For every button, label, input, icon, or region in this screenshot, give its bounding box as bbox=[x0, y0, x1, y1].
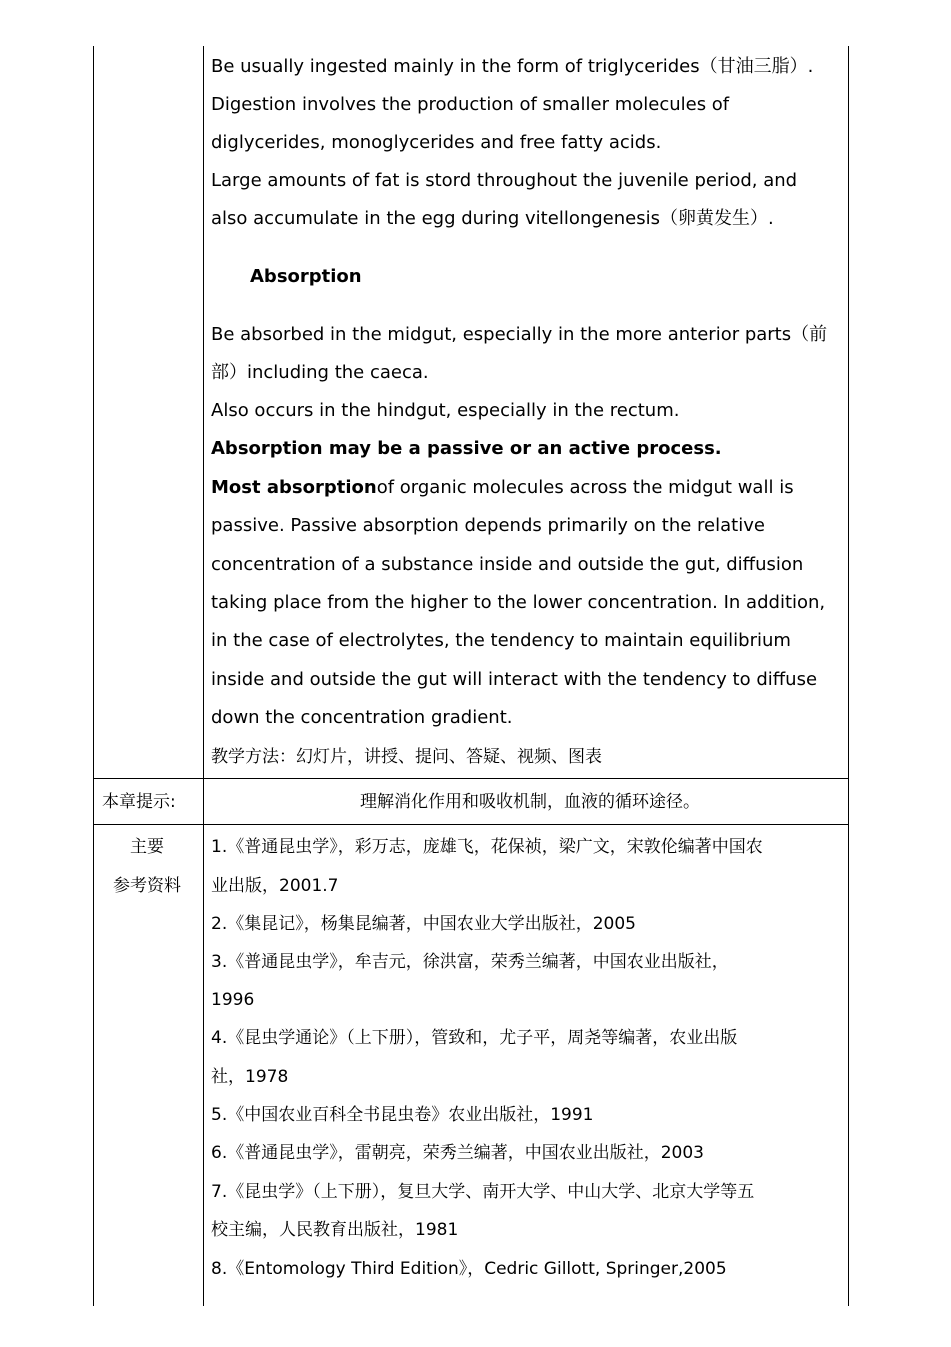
reference-line: 2.《集昆记》，杨集昆编著，中国农业大学出版社，2005 bbox=[211, 914, 636, 934]
table-left-border bbox=[93, 46, 94, 1306]
hint-label: 本章提示: bbox=[102, 792, 176, 812]
reference-line: 业出版，2001.7 bbox=[211, 876, 339, 896]
text-line: passive. Passive absorption depends primarily on the relative bbox=[211, 515, 765, 536]
table-column-divider bbox=[203, 46, 204, 1306]
text-line: Be usually ingested mainly in the form of triglycerides（甘油三脂）. bbox=[211, 56, 814, 77]
refs-label-line2: 参考资料 bbox=[113, 876, 181, 896]
text-line: Large amounts of fat is stord throughout the juvenile period, and bbox=[211, 170, 798, 191]
reference-line: 社，1978 bbox=[211, 1067, 289, 1087]
reference-line: 8.《Entomology Third Edition》，Cedric Gillott, Springer,2005 bbox=[211, 1259, 727, 1279]
reference-line: 校主编，人民教育出版社，1981 bbox=[211, 1220, 459, 1240]
reference-line: 4.《昆虫学通论》（上下册），管致和，尤子平，周尧等编著，农业出版 bbox=[211, 1028, 738, 1048]
bold-phrase: Most absorption bbox=[211, 477, 377, 498]
table-row-divider bbox=[93, 778, 849, 779]
reference-line: 5.《中国农业百科全书昆虫卷》农业出版社，1991 bbox=[211, 1105, 594, 1125]
text-line: inside and outside the gut will interact with the tendency to diffuse bbox=[211, 669, 818, 690]
text-line: concentration of a substance inside and outside the gut, diffusion bbox=[211, 554, 804, 575]
text-line-mixed bbox=[211, 476, 794, 500]
text-line: down the concentration gradient. bbox=[211, 707, 513, 728]
reference-line: 1996 bbox=[211, 990, 255, 1010]
table-row-divider bbox=[93, 824, 849, 825]
text-line: in the case of electrolytes, the tendency to maintain equilibrium bbox=[211, 630, 791, 651]
reference-line: 7.《昆虫学》（上下册），复旦大学、南开大学、中山大学、北京大学等五 bbox=[211, 1182, 755, 1202]
teaching-method: 教学方法：幻灯片，讲授、提问、答疑、视频、图表 bbox=[211, 747, 602, 767]
section-heading: Absorption bbox=[250, 266, 362, 287]
text-line: 部）including the caeca. bbox=[211, 362, 429, 383]
text-line: Be absorbed in the midgut, especially in the more anterior parts（前 bbox=[211, 324, 828, 345]
text-line: also accumulate in the egg during vitellongenesis（卵黄发生）. bbox=[211, 208, 774, 229]
text-phrase: of organic molecules across the midgut wall is bbox=[376, 477, 794, 498]
reference-line: 3.《普通昆虫学》，牟吉元，徐洪富，荣秀兰编著，中国农业出版社， bbox=[211, 952, 729, 972]
bold-text-line: Absorption may be a passive or an active process. bbox=[211, 438, 722, 459]
text-line: Also occurs in the hindgut, especially in the rectum. bbox=[211, 400, 680, 421]
text-line: Digestion involves the production of smaller molecules of bbox=[211, 94, 730, 115]
text-line: diglycerides, monoglycerides and free fatty acids. bbox=[211, 132, 662, 153]
reference-line: 6.《普通昆虫学》，雷朝亮，荣秀兰编著，中国农业出版社，2003 bbox=[211, 1143, 704, 1163]
reference-line: 1.《普通昆虫学》，彩万志，庞雄飞，花保祯，梁广文，宋敦伦编著中国农 bbox=[211, 837, 763, 857]
table-right-border bbox=[848, 46, 849, 1306]
hint-text: 理解消化作用和吸收机制，血液的循环途径。 bbox=[360, 792, 700, 812]
refs-label-line1: 主要 bbox=[130, 837, 164, 857]
text-line: taking place from the higher to the lower concentration. In addition, bbox=[211, 592, 826, 613]
